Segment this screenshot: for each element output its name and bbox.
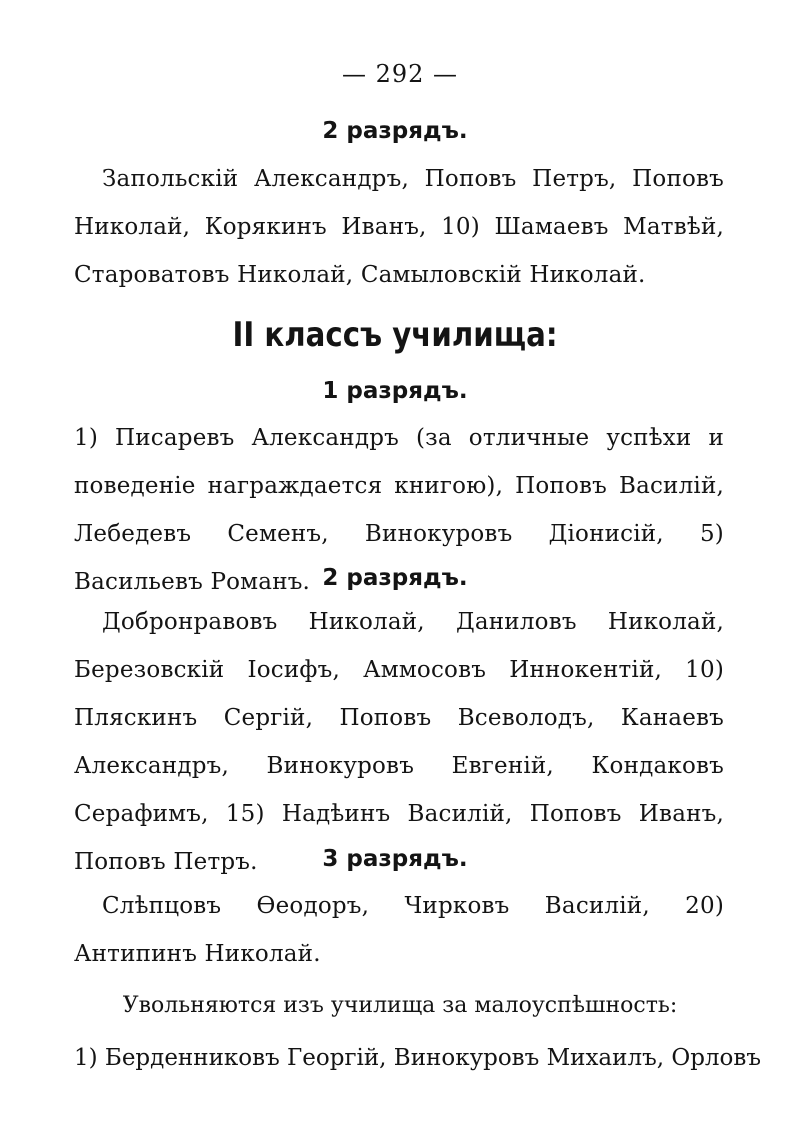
paragraph-grade-3-list: Слѣпцовъ Ѳеодоръ, Чирковъ Василій, 20) Антипинъ Николай. [74, 893, 724, 967]
section-heading-grade-2: 2 разрядъ. [322, 118, 468, 144]
expelled-first-line: 1) Берденниковъ Георгій, Винокуровъ Михаилъ, Орловъ [74, 1045, 761, 1071]
page-number: — 292 — [341, 60, 459, 88]
class-heading: II классъ училища: [232, 315, 558, 355]
expelled-heading: Увольняются изъ училища за малоуспѣшность: [122, 993, 678, 1018]
section-heading-grade-2b: 2 разрядъ. [322, 565, 468, 591]
paragraph-grade-1-list: 1) Писаревъ Александръ (за отличные успѣхи и поведеніе награждается книгою), Поповъ Василій, Лебедевъ Семенъ, Винокуровъ Діонисій, 5) Васильевъ Романъ. [74, 425, 724, 595]
section-heading-grade-3: 3 разрядъ. [322, 846, 468, 872]
paragraph-grade-2b-list: Добронравовъ Николай, Даниловъ Николай, Березовскій Іосифъ, Аммосовъ Иннокентій, 10) Пляскинъ Сергій, Поповъ Всеволодъ, Канаевъ Александръ, Винокуровъ Евгеній, Кондаковъ Серафимъ, 15) Надѣинъ Василій, Поповъ Иванъ, Поповъ Петръ. [74, 609, 724, 875]
paragraph-grade-2-list: Запольскій Александръ, Поповъ Петръ, Поповъ Николай, Корякинъ Иванъ, 10) Шамаевъ Матвѣй, Староватовъ Николай, Самыловскій Николай. [74, 166, 724, 288]
section-heading-grade-1: 1 разрядъ. [322, 378, 468, 404]
